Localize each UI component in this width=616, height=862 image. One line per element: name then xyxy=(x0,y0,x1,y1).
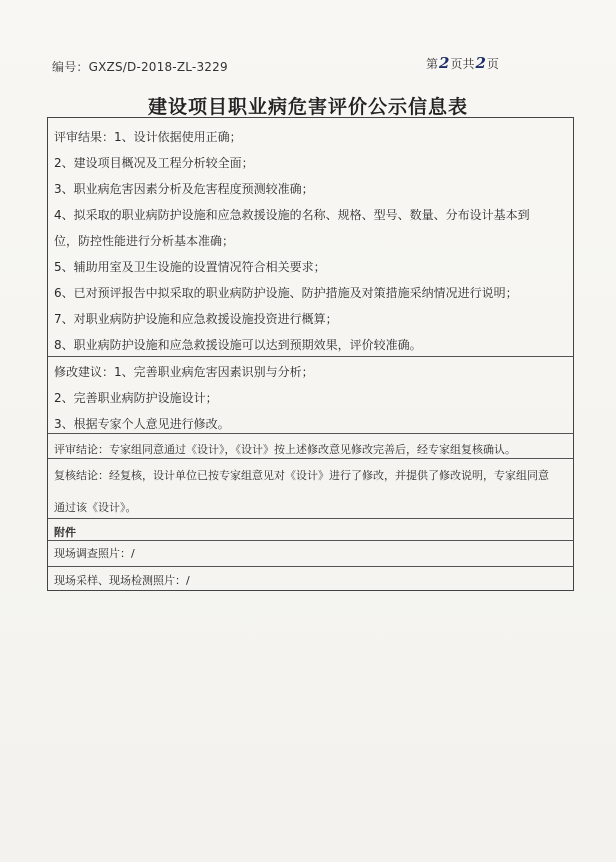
info-table xyxy=(47,117,574,591)
review-line-2: 2、建设项目概况及工程分析较全面； xyxy=(54,156,254,170)
document-code: 编号：GXZS/D-2018-ZL-3229 xyxy=(52,60,228,74)
attachments-heading: 附件 xyxy=(54,526,76,539)
modification-line-1: 修改建议：1、完善职业病危害因素识别与分析； xyxy=(54,365,314,379)
recheck-line-2: 通过该《设计》。 xyxy=(54,501,137,514)
review-line-6: 6、已对预评报告中拟采取的职业病防护设施、防护措施及对策措施采纳情况进行说明； xyxy=(54,286,518,300)
review-line-4: 4、拟采取的职业病防护设施和应急救援设施的名称、规格、型号、数量、分布设计基本到 xyxy=(54,208,530,222)
review-line-1: 评审结果：1、设计依据使用正确； xyxy=(54,130,242,144)
review-conclusion: 评审结论：专家组同意通过《设计》，《设计》按上述修改意见修改完善后，经专家组复核确认。 xyxy=(54,443,516,456)
review-line-8: 8、职业病防护设施和应急救援设施可以达到预期效果，评价较准确。 xyxy=(54,338,422,352)
review-line-4-cont: 位，防控性能进行分析基本准确； xyxy=(54,234,235,248)
page-total-handwritten: 2 xyxy=(475,54,486,72)
modification-line-2: 2、完善职业病防护设施设计； xyxy=(54,391,218,405)
review-line-5: 5、辅助用室及卫生设施的设置情况符合相关要求； xyxy=(54,260,326,274)
review-line-7: 7、对职业病防护设施和应急救援设施投资进行概算； xyxy=(54,312,338,326)
sampling-detection-photos: 现场采样、现场检测照片：/ xyxy=(54,574,190,587)
row-divider xyxy=(48,518,573,519)
page-suffix: 页 xyxy=(486,57,499,71)
page-title: 建设项目职业病危害评价公示信息表 xyxy=(147,96,468,118)
row-divider xyxy=(48,433,573,434)
recheck-line-1: 复核结论：经复核，设计单位已按专家组意见对《设计》进行了修改，并提供了修改说明，专家组同意 xyxy=(54,469,549,482)
review-line-3: 3、职业病危害因素分析及危害程度预测较准确； xyxy=(54,182,314,196)
page-current-handwritten: 2 xyxy=(439,54,450,72)
row-divider xyxy=(48,540,573,541)
modification-line-3: 3、根据专家个人意见进行修改。 xyxy=(54,417,230,431)
page-indicator xyxy=(426,54,499,72)
site-survey-photos: 现场调查照片：/ xyxy=(54,547,135,560)
page-prefix: 第 xyxy=(426,57,439,71)
row-divider xyxy=(48,356,573,357)
row-divider xyxy=(48,458,573,459)
page-middle: 页共 xyxy=(450,57,475,71)
row-divider xyxy=(48,566,573,567)
